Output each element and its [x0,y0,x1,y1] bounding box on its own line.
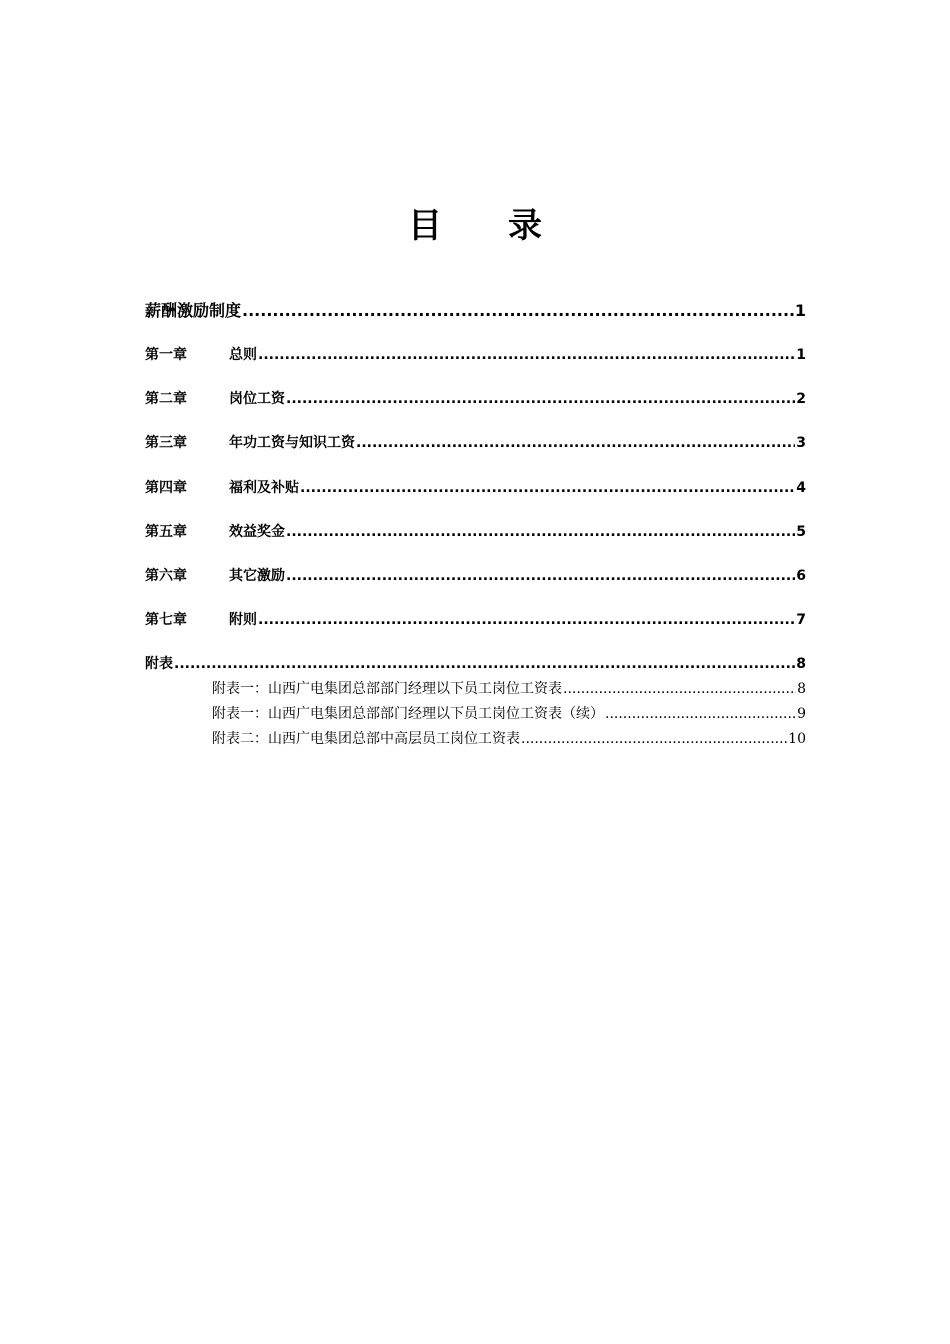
toc-leader [605,706,796,722]
chapter-number: 第二章 [145,391,187,407]
toc-entry-text: 附表二：山西广电集团总部中高层员工岗位工资表 [212,731,520,747]
toc-entry-text: 效益奖金 [229,524,285,540]
toc-entry-chapter-6[interactable] [145,565,806,585]
toc-leader [300,480,795,496]
toc-entry-text: 附表 [145,656,173,672]
toc-entry-text: 福利及补贴 [229,480,299,496]
toc-leader [356,435,795,451]
toc-leader [286,568,795,584]
toc-leader [563,681,796,697]
toc-page-number: 3 [796,435,806,451]
chapter-number: 第五章 [145,524,187,540]
toc-entry-chapter-4[interactable] [145,477,806,497]
toc-entry-chapter-2[interactable] [145,388,806,408]
toc-leader [286,524,795,540]
toc-page-number: 7 [796,612,806,628]
toc-entry-text: 年功工资与知识工资 [229,435,355,451]
toc-entry-chapter-3[interactable] [145,432,806,452]
chapter-number: 第七章 [145,612,187,628]
toc-leader [286,391,795,407]
toc-entry-appendix-1[interactable] [212,678,806,698]
toc-entry-chapter-5[interactable] [145,521,806,541]
page-title [0,204,950,248]
toc-entry-text: 附表一：山西广电集团总部部门经理以下员工岗位工资表 [212,681,562,697]
toc-page-number: 6 [796,568,806,584]
toc-entry-appendix-2[interactable] [212,728,806,748]
toc-entry-chapter-7[interactable] [145,609,806,629]
toc-page-number: 1 [796,347,806,363]
toc-page-number: 1 [794,301,806,320]
toc-page-number: 8 [797,681,806,697]
toc-page-number: 8 [796,656,806,672]
toc-entry-text: 薪酬激励制度 [145,301,242,320]
toc-entry-text: 总则 [229,347,257,363]
chapter-number: 第三章 [145,435,187,451]
chapter-number: 第六章 [145,568,187,584]
toc-page-number: 9 [797,706,806,722]
chapter-number: 第四章 [145,480,187,496]
toc-page-number: 10 [788,731,806,747]
toc-entry-appendix[interactable] [145,653,806,673]
toc-page-number: 5 [796,524,806,540]
chapter-number: 第一章 [145,347,187,363]
toc-leader [174,656,795,672]
toc-entry-text: 附表一：山西广电集团总部部门经理以下员工岗位工资表（续） [212,706,604,722]
toc-leader [242,301,794,320]
toc-entry-text: 附则 [229,612,257,628]
toc-entry-text: 其它激励 [229,568,285,584]
toc-page-number: 2 [796,391,806,407]
title-char-1: 目 [408,206,442,246]
toc-entry-text: 岗位工资 [229,391,285,407]
toc-leader [521,731,787,747]
toc-page-number: 4 [796,480,806,496]
toc-entry-appendix-1-cont[interactable] [212,703,806,723]
toc-leader [258,347,795,363]
toc-leader [258,612,795,628]
toc-entry-main[interactable] [145,298,806,321]
title-char-2: 录 [508,206,542,246]
toc-entry-chapter-1[interactable] [145,344,806,364]
